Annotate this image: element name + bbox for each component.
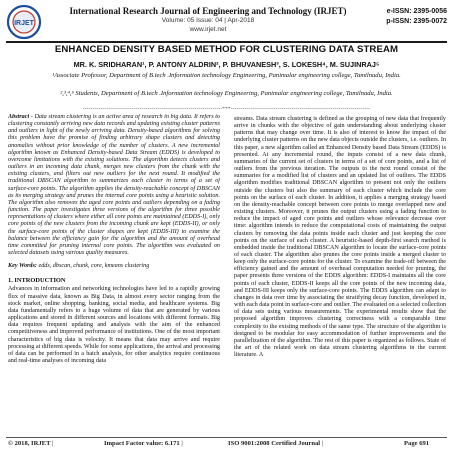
pissn: p-ISSN: 2395-0072 <box>386 18 447 25</box>
keywords-text: edds, dbscan, chunk, core, kmeans clustering <box>36 263 150 270</box>
impact-factor: Impact Factor value: 6.171 <box>104 440 180 447</box>
keywords-label: Key Words: <box>8 263 37 270</box>
left-column <box>8 114 220 436</box>
author-list: MR. K. SRIDHARAN¹, P. ANTONY ALDRIN², P. BHUVANESH³, S. LOKESH⁴, M. SUJINRAJ⁵ <box>73 60 380 69</box>
volume-line: Volume: 05 Issue: 04 | Apr-2018 <box>161 17 255 24</box>
abstract <box>8 114 220 257</box>
journal-header <box>6 4 447 44</box>
abstract-text: - Data stream clustering is an active area of research in big data. It refers to clustering constantly arriving new data records and updating existing cluster patterns and outliers in light of the newly arriving data. Density-based algorithms for solving this problem have the promise of finding arbitrary shape clusters and detecting anomalies without prior knowledge of the number of clusters. A new incremental algorithm known as Enhanced Density-based Data Stream (EDDS) is developed to overcome limitations with the existing solutions. The algorithm detects clusters and outliers in an incoming data chunk, merges new clusters from the chunk with the existing clusters, and filters out new outliers for the next round. It modified the traditional DBSCAN algorithm to summarizes each cluster in terms of a set of surface-core points. The algorithm applies the density-reachable concept of DBSCAN as its merging strategy and prunes the internal core points using a heuristic solution. The algorithm also removes the aged core points and outliers depending on a fading function. The paper investigates three versions of the algorithm for three possible representations of clusters where either all core points are maintained (EDDS-I), only core points of the new clusters from the incoming chunk are kept (EDDS-II), or only the surface-core points of the cluster shapes are kept (EDDS-III) to examine the balance between the efficiency gain for the algorithm and the amount of overhead time committed for pruning internal core points. The algorithm was evaluated on selected datasets using various quality measures. <box>8 114 220 256</box>
keywords <box>8 263 220 270</box>
abstract-label: Abstract <box>8 114 30 120</box>
svg-text:IRJET: IRJET <box>14 20 34 27</box>
affiliation-2: ²,³,⁴,⁵ Students, Department of B.tech .Information technology Engineering, Panimalar engineering college, Tamilnadu, India. <box>60 90 393 97</box>
footer-separator: | <box>321 440 324 447</box>
footer-impact <box>104 440 183 447</box>
copyright-text: © 2018, IRJET <box>8 440 51 447</box>
introduction-text: Advances in information and networking technologies have led to a rapidly growing flux of massive data, known as Big Data, in almost every sector ranging from the stock market, online shopping, banking, social media, and healthcare systems. Big data fundamentally refers to a huge volume of data that are generated by various applications and stored in different sources and locations with different formats. Big data requires frequent updating and analysis with the aim of the enhanced competitiveness and improved performance of institutions. One of the most important characteristics of big data is velocity. It means that data may arrive and require processing at different speeds. While for some applications, the arrival and processing of data can be performed in a batch analysis, for other analytics require continuous and real-time analyses of incoming data <box>8 286 220 364</box>
iso-certification: ISO 9001:2008 Certified Journal <box>228 440 321 447</box>
footer-separator: | <box>181 440 183 447</box>
footer-iso <box>228 440 323 447</box>
footer-copyright <box>8 440 53 447</box>
eissn: e-ISSN: 2395-0056 <box>386 8 447 15</box>
footer-separator: | <box>52 440 54 447</box>
right-column <box>234 114 446 436</box>
header-rule <box>6 41 447 43</box>
irjet-logo <box>6 4 42 40</box>
footer-rule <box>6 437 447 438</box>
journal-title: International Research Journal of Engineering and Technology (IRJET) <box>69 6 347 16</box>
affiliation-1: ¹Associate Professor, Department of B.tech .Information technology Engineering, Panimalar engineering college, Tamilnadu, India. <box>52 72 401 79</box>
title-separator: -----------------------------------------------------------------------***----------------------------------------------------------------------- <box>82 107 371 112</box>
journal-url[interactable]: www.irjet.net <box>189 26 227 33</box>
section-heading-introduction: 1. INTRODUCTION <box>8 277 66 285</box>
page-number: Page 691 <box>404 440 430 447</box>
right-column-text: streams. Data stream clustering is defined as the grouping of new data that frequently arrive in chunks with the objective of gain understanding about underlying cluster patterns that may change over time. It is also of interest to know the impact of the underlying cluster patterns on the new data objects outside the clusters, i.e. outliers. In this paper, a new algorithm called an Enhanced Density based Data Stream (EDDS) is presented. At any incremental round, the inputs consist of a new data chunk, summaries of the current set of clusters in terms of a set of core points, and a list of outliers from the previous iteration. The outputs to the next round consist of the summaries for a modified list of clusters and an updated list of outliers. The EDDS algorithm modifies traditional DBSCAN algorithm to present not only the outliers outside the clusters but also the summary of each cluster which include the core points on the surface of each cluster. In addition, it applies a merging strategy based on the density-reachable concept between core points to merge overlapped new and existing clusters. Moreover, it prunes the output clusters using a fading function to reduce the impact of aged core points and outliers whose relevance decrease over time: algorithm intends to reduce the computational costs of maintaining the output clusters by removing the data points inside each cluster and just keeping the core points on the surface of each cluster. A heuristic-based depth-first search method is embedded inside the traditional DBSCAN algorithm to locate the surface-core points of each cluster. The algorithm also prunes the core points inside a merged cluster to keep only the surface-core points for the cluster. To examine the trade-off between the efficiency gained and the amount of overhead computation needed for pruning, the paper presents three versions of the EDDS algorithm: EDDS-I maintains all the core points of each cluster, EDDS-II keeps all the core points of the new incoming data, and EDDS-III keeps only the surface-core points. The EDDS algorithm can adapt to changes in data over time by associating the stratifying decay function, developed in, with each data point in surface-core and outlier. The evaluated on a selected collection of data sets using various measurements. The experimental results show that the proposed algorithm improves clustering correctness with a comparable time complexity to the existing methods of the same type. The structure of the algorithm is designed to be modular for easy accommodation of further improvements and the parallelization of the algorithm. The rest of this paper is organized as follows. State of the art of the related work on data stream clustering algorithms in the current literature. A <box>234 116 446 359</box>
paper-title: ENHANCED DENSITY BASED METHOD FOR CLUSTERING DATA STREAM <box>54 44 399 55</box>
